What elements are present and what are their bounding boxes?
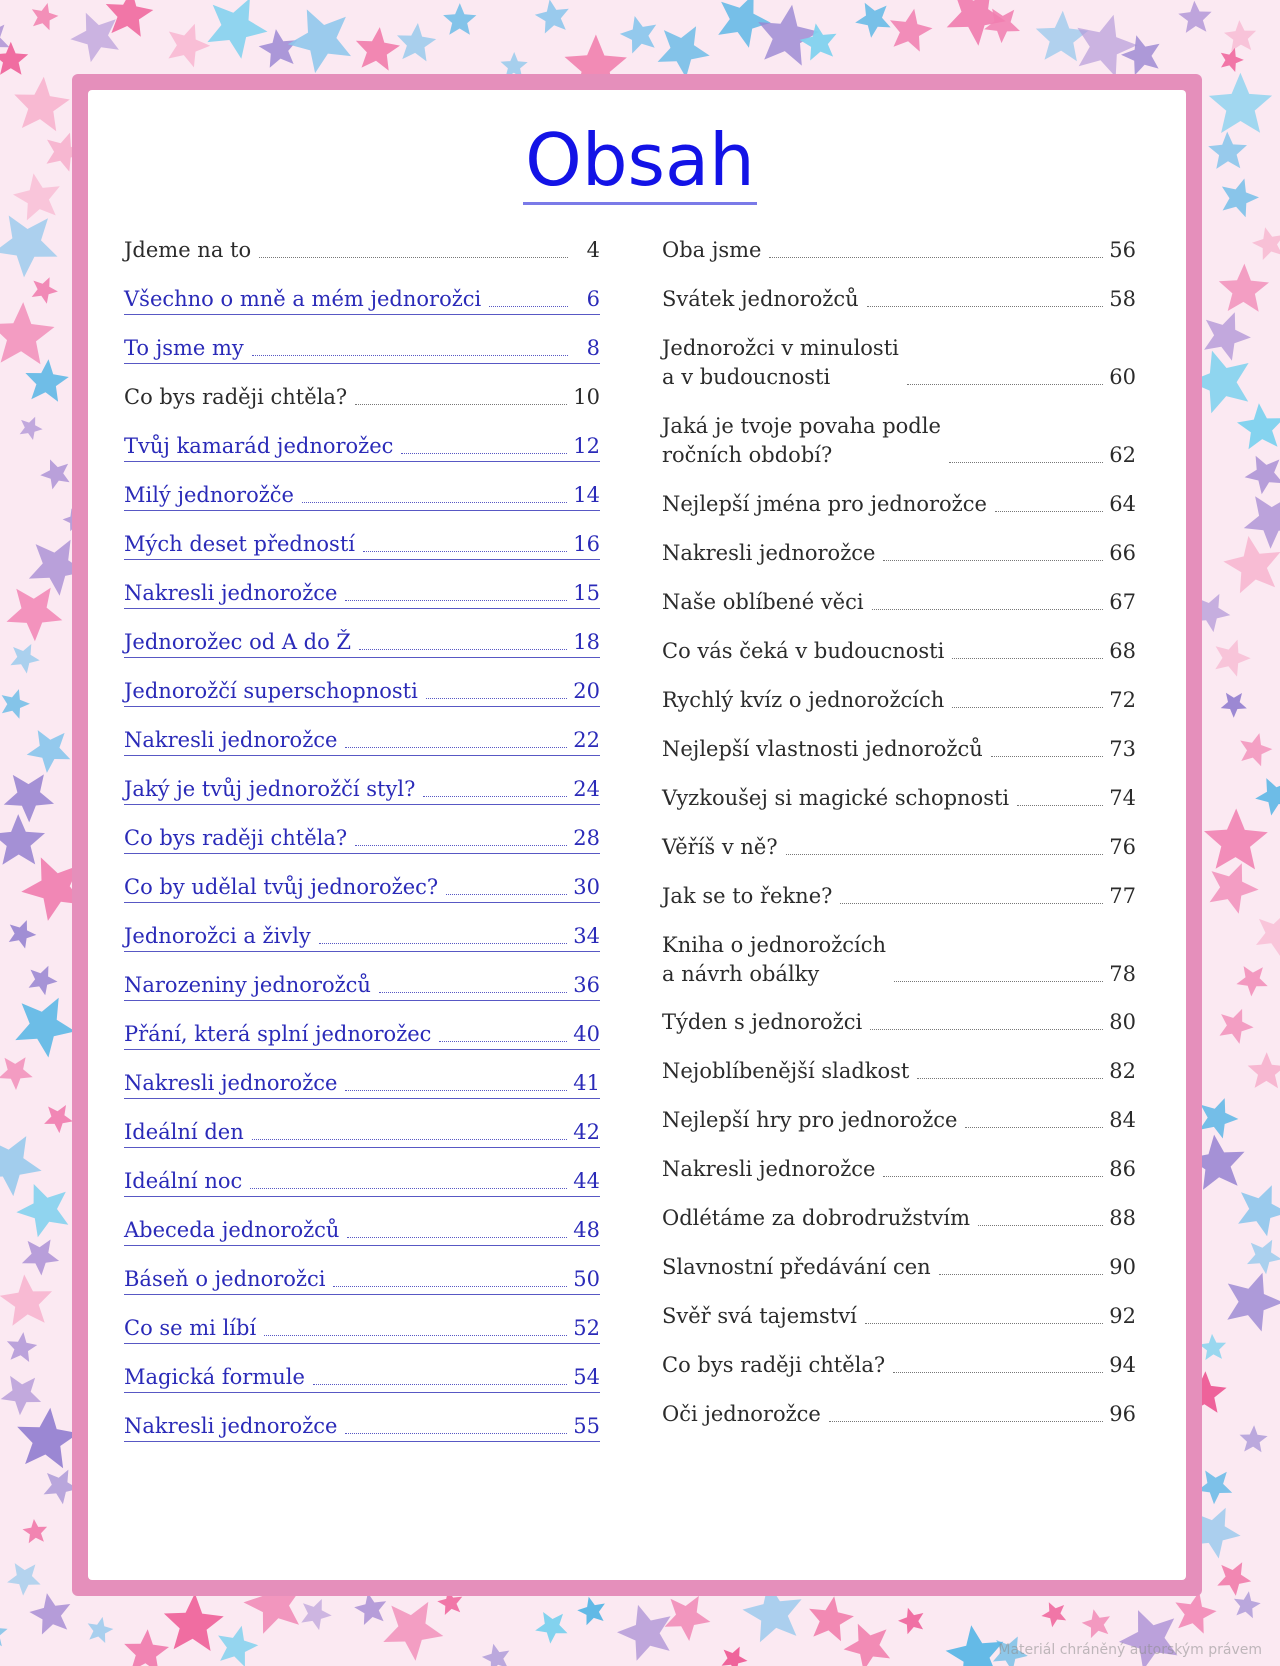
decorative-star-icon <box>1210 863 1259 914</box>
decorative-star-icon <box>0 1275 52 1326</box>
toc-entry-title: Abeceda jednorožců <box>124 1218 340 1242</box>
toc-entry <box>662 1155 1136 1184</box>
toc-entry-page-number: 62 <box>1109 442 1136 467</box>
toc-entry-title: Přání, která splní jednorožec <box>124 1022 432 1046</box>
toc-entry-page-number: 67 <box>1109 589 1136 614</box>
toc-entry-page-number: 76 <box>1109 834 1136 859</box>
decorative-star-icon <box>0 302 54 364</box>
toc-entry-title: Svátek jednorožců <box>662 287 859 311</box>
dot-leader <box>867 305 1104 307</box>
toc-entry-title: Nejlepší hry pro jednorožce <box>662 1108 958 1133</box>
toc-entry-page-number: 84 <box>1109 1108 1136 1133</box>
toc-entry-page-number: 28 <box>573 826 600 850</box>
decorative-star-icon <box>168 24 210 68</box>
toc-entry-page-number: 73 <box>1109 736 1136 761</box>
toc-entry-title: Nakresli jednorožce <box>662 1157 876 1182</box>
toc-entry[interactable] <box>124 334 600 364</box>
decorative-star-icon <box>17 1408 78 1469</box>
decorative-star-icon <box>722 1647 748 1666</box>
toc-entry-title: Magická formule <box>124 1365 305 1389</box>
toc-entry-title: Jednorožci v minulosti a v budoucnosti <box>662 336 899 389</box>
decorative-star-icon <box>1204 312 1251 360</box>
toc-entry[interactable] <box>124 1265 600 1295</box>
dot-leader <box>949 461 1103 463</box>
toc-entry-page-number: 72 <box>1109 687 1136 712</box>
toc-entry-title: Kniha o jednorožcích a návrh obálky <box>662 932 887 986</box>
dot-leader <box>769 256 1103 258</box>
toc-entry-page-number: 16 <box>573 532 600 556</box>
dot-leader <box>252 354 568 356</box>
decorative-star-icon <box>1256 914 1280 956</box>
decorative-star-icon <box>29 1593 70 1634</box>
decorative-star-icon <box>1077 15 1137 77</box>
dot-leader <box>829 1420 1103 1422</box>
toc-entry-title: Tvůj kamarád jednorožec <box>124 434 394 458</box>
toc-entry-title: Jaká je tvoje povaha podle ročních období? <box>662 413 941 467</box>
toc-entry-title: Co bys raději chtěla? <box>662 1353 886 1378</box>
dot-leader <box>965 1126 1103 1128</box>
toc-entry[interactable] <box>124 285 600 315</box>
decorative-star-icon <box>383 1602 443 1661</box>
toc-entry <box>662 1204 1136 1233</box>
dot-leader <box>872 608 1104 610</box>
toc-entry[interactable] <box>124 1118 600 1148</box>
dot-leader <box>952 706 1103 708</box>
toc-entry-title: Nakresli jednorožce <box>124 1414 338 1438</box>
dot-leader <box>250 1187 567 1189</box>
decorative-star-icon <box>88 1617 114 1643</box>
dot-leader <box>426 697 567 699</box>
toc-entry <box>662 1302 1136 1331</box>
decorative-star-icon <box>44 1105 73 1133</box>
decorative-star-icon <box>1252 227 1280 260</box>
dot-leader <box>347 1236 567 1238</box>
toc-entry-title: Odlétáme za dobrodružstvím <box>662 1206 971 1231</box>
toc-entry[interactable] <box>124 824 600 854</box>
decorative-star-icon <box>15 998 75 1058</box>
toc-entry-page-number: 80 <box>1109 1010 1136 1035</box>
toc-entry-title: Naše oblíbené věci <box>662 589 864 614</box>
toc-entry-page-number: 42 <box>573 1120 600 1144</box>
toc-entry-page-number: 48 <box>573 1218 600 1242</box>
decorative-star-icon <box>1240 733 1272 766</box>
dot-leader <box>489 305 568 307</box>
toc-entry-page-number: 12 <box>573 434 600 458</box>
toc-entry <box>662 490 1136 519</box>
decorative-star-icon <box>32 277 58 304</box>
toc-entry-title: Jednorožec od A do Ž <box>124 630 352 654</box>
decorative-star-icon <box>1217 1562 1251 1596</box>
toc-entry[interactable] <box>124 971 600 1001</box>
toc-entry-title: Věříš v ně? <box>662 834 778 859</box>
toc-entry-title: Svěř svá tajemství <box>662 1304 857 1329</box>
dot-leader <box>907 383 1103 385</box>
decorative-star-icon <box>1245 456 1280 495</box>
toc-entry-page-number: 15 <box>573 581 600 605</box>
decorative-star-icon <box>397 23 436 61</box>
dot-leader <box>264 1334 567 1336</box>
toc-entry[interactable] <box>124 1167 600 1197</box>
toc-entry-title: Nejlepší vlastnosti jednorožců <box>662 736 983 761</box>
toc-entry <box>662 784 1136 813</box>
dot-leader <box>363 550 567 552</box>
toc-entry-title: Nejoblíbenější sladkost <box>662 1059 910 1084</box>
decorative-star-icon <box>1 1376 41 1415</box>
toc-entry <box>662 735 1136 764</box>
toc-entry-title: Jdeme na to <box>124 238 252 262</box>
toc-entry[interactable] <box>124 579 600 609</box>
toc-entry-title: Jaký je tvůj jednorožčí styl? <box>124 777 416 801</box>
toc-entry-page-number: 6 <box>586 287 600 311</box>
toc-entry-page-number: 14 <box>573 483 600 507</box>
dot-leader <box>786 853 1104 855</box>
decorative-star-icon <box>25 359 68 402</box>
toc-entry-title: Nakresli jednorožce <box>124 728 338 752</box>
decorative-star-icon <box>890 9 933 52</box>
decorative-star-icon <box>1238 1185 1280 1236</box>
toc-entry-page-number: 78 <box>1109 961 1136 986</box>
decorative-star-icon <box>70 13 119 62</box>
dot-leader <box>893 1371 1103 1373</box>
toc-entry-title: Co bys raději chtěla? <box>124 385 348 409</box>
decorative-star-icon <box>354 1593 386 1625</box>
dot-leader <box>883 1175 1103 1177</box>
toc-entry-page-number: 68 <box>1109 638 1136 663</box>
decorative-star-icon <box>1215 640 1250 677</box>
decorative-star-icon <box>1248 1052 1280 1088</box>
toc-entry[interactable] <box>124 530 600 560</box>
toc-entry-page-number: 8 <box>586 336 600 360</box>
toc-entry-page-number: 96 <box>1109 1402 1136 1427</box>
toc-entry-page-number: 10 <box>573 385 600 409</box>
decorative-star-icon <box>898 1608 923 1635</box>
dot-leader <box>379 991 567 993</box>
decorative-star-icon <box>32 3 59 30</box>
decorative-star-icon <box>2 689 30 719</box>
toc-entry-title: Jednorožci a živly <box>124 924 311 948</box>
dot-leader <box>355 403 567 405</box>
toc-entry-page-number: 54 <box>573 1365 600 1389</box>
toc-entry-title: Oči jednorožce <box>662 1402 821 1427</box>
decorative-star-icon <box>7 1563 41 1596</box>
toc-entry-page-number: 88 <box>1109 1206 1136 1231</box>
toc-entry-title: Nakresli jednorožce <box>662 540 876 565</box>
toc-entry-title: Milý jednorožče <box>124 483 294 507</box>
toc-entry-page-number: 64 <box>1109 491 1136 516</box>
decorative-star-icon <box>1221 48 1244 72</box>
decorative-star-icon <box>1197 1471 1232 1505</box>
dot-leader <box>259 256 568 258</box>
decorative-star-icon <box>535 1612 567 1644</box>
decorative-star-icon <box>0 814 45 865</box>
decorative-star-icon <box>0 216 57 278</box>
toc-entry[interactable] <box>124 726 600 756</box>
toc-entry-title: Mých deset předností <box>124 532 355 556</box>
toc-entry <box>662 882 1136 911</box>
decorative-star-icon <box>844 1624 891 1666</box>
decorative-star-icon <box>40 459 69 489</box>
decorative-star-icon <box>7 588 63 642</box>
decorative-star-icon <box>124 1629 169 1666</box>
decorative-star-icon <box>9 920 37 948</box>
dot-leader <box>978 1224 1103 1226</box>
dot-leader <box>1017 804 1103 806</box>
toc-entry <box>662 412 1136 470</box>
dot-leader <box>840 902 1103 904</box>
toc-entry-title: Narozeniny jednorožců <box>124 973 371 997</box>
decorative-star-icon <box>1041 1602 1066 1627</box>
dot-leader <box>359 648 567 650</box>
dot-leader <box>333 1285 567 1287</box>
toc-entry-page-number: 36 <box>573 973 600 997</box>
decorative-star-icon <box>443 3 476 35</box>
toc-entry[interactable] <box>124 677 600 707</box>
toc-entry-page-number: 50 <box>573 1267 600 1291</box>
decorative-star-icon <box>1200 1098 1239 1138</box>
toc-entry-page-number: 90 <box>1109 1255 1136 1280</box>
toc-entry-title: Nakresli jednorožce <box>124 1071 338 1095</box>
decorative-star-icon <box>620 16 656 54</box>
decorative-star-icon <box>106 0 154 37</box>
decorative-star-icon <box>207 0 267 59</box>
toc-entry <box>662 1008 1136 1037</box>
decorative-star-icon <box>164 1593 224 1651</box>
dot-leader <box>939 1273 1104 1275</box>
toc-entry <box>662 1057 1136 1086</box>
decorative-star-icon <box>1220 1009 1254 1044</box>
copyright-watermark: Materiál chráněný autorským právem <box>998 1642 1262 1658</box>
toc-entry-title: Všechno o mně a mém jednorožci <box>124 287 482 311</box>
toc-entry[interactable] <box>124 1216 600 1246</box>
toc-entry-page-number: 86 <box>1109 1157 1136 1182</box>
toc-entry <box>662 539 1136 568</box>
decorative-star-icon <box>356 27 400 71</box>
page-title: Obsah <box>0 118 1280 202</box>
toc-entry-page-number: 66 <box>1109 540 1136 565</box>
toc-entry-page-number: 58 <box>1109 287 1136 311</box>
toc-entry <box>662 1351 1136 1380</box>
toc-entry[interactable] <box>124 432 600 462</box>
toc-entry-page-number: 74 <box>1109 785 1136 810</box>
toc-entry-page-number: 24 <box>573 777 600 801</box>
decorative-star-icon <box>10 644 39 674</box>
dot-leader <box>917 1077 1103 1079</box>
decorative-star-icon <box>1240 1425 1268 1452</box>
decorative-star-icon <box>1178 1 1211 33</box>
decorative-star-icon <box>1204 809 1268 870</box>
decorative-star-icon <box>1224 20 1256 51</box>
toc-entry[interactable] <box>124 628 600 658</box>
toc-entry-title: Slavnostní předávání cen <box>662 1255 931 1280</box>
decorative-star-icon <box>288 9 351 73</box>
decorative-star-icon <box>259 29 298 68</box>
decorative-star-icon <box>1247 1240 1280 1275</box>
toc-entry-page-number: 92 <box>1109 1304 1136 1329</box>
decorative-star-icon <box>658 26 710 77</box>
toc-entry[interactable] <box>124 922 600 952</box>
decorative-star-icon <box>1255 778 1280 815</box>
toc-entry <box>662 931 1136 989</box>
dot-leader <box>319 942 567 944</box>
toc-entry <box>662 686 1136 715</box>
toc-entry[interactable] <box>124 1363 600 1393</box>
decorative-star-icon <box>1237 403 1280 449</box>
dot-leader <box>252 1138 568 1140</box>
toc-entry[interactable] <box>124 1069 600 1099</box>
decorative-star-icon <box>855 3 890 38</box>
dot-leader <box>865 1322 1103 1324</box>
toc-entry-page-number: 18 <box>573 630 600 654</box>
decorative-star-icon <box>23 1519 48 1543</box>
toc-entry-page-number: 22 <box>573 728 600 752</box>
dot-leader <box>345 746 567 748</box>
toc-entry-title: Co by udělal tvůj jednorožec? <box>124 875 439 899</box>
toc-entry[interactable] <box>124 481 600 511</box>
decorative-star-icon <box>27 730 71 773</box>
toc-entry-title: Co vás čeká v budoucnosti <box>662 638 945 663</box>
dot-leader <box>345 1089 567 1091</box>
decorative-star-icon <box>1175 1592 1216 1634</box>
decorative-star-icon <box>29 966 58 995</box>
decorative-star-icon <box>1234 1591 1261 1618</box>
toc-entry <box>124 236 600 265</box>
toc-entry <box>662 1400 1136 1429</box>
decorative-star-icon <box>0 1057 33 1090</box>
toc-entry <box>662 637 1136 666</box>
dot-leader <box>423 795 567 797</box>
toc-entry-title: Báseň o jednorožci <box>124 1267 326 1291</box>
toc-entry-page-number: 56 <box>1109 238 1136 262</box>
toc-entry <box>662 833 1136 862</box>
decorative-star-icon <box>1036 11 1088 62</box>
toc-entry <box>662 285 1136 314</box>
dot-leader <box>355 844 567 846</box>
decorative-star-icon <box>1236 966 1267 996</box>
dot-leader <box>446 893 567 895</box>
toc-entry[interactable] <box>124 1020 600 1050</box>
toc-entry-title: Týden s jednorožci <box>662 1010 863 1035</box>
toc-entry-title: Jak se to řekne? <box>662 883 833 908</box>
decorative-star-icon <box>1199 1334 1226 1360</box>
toc-entry-page-number: 94 <box>1109 1353 1136 1378</box>
toc-entry-title: Nakresli jednorožce <box>124 581 338 605</box>
toc-entry-title: Ideální den <box>124 1120 244 1144</box>
decorative-star-icon <box>482 1644 509 1666</box>
dot-leader <box>439 1040 567 1042</box>
toc-entry-title: Oba jsme <box>662 238 762 262</box>
toc-entry-page-number: 77 <box>1109 883 1136 908</box>
dot-leader <box>401 452 567 454</box>
toc-entry-page-number: 52 <box>573 1316 600 1340</box>
toc-entry <box>662 1106 1136 1135</box>
decorative-star-icon <box>535 0 569 33</box>
toc-entry-page-number: 40 <box>573 1022 600 1046</box>
toc-entry[interactable] <box>124 1314 600 1344</box>
decorative-star-icon <box>20 417 43 440</box>
decorative-star-icon <box>16 1184 68 1237</box>
toc-entry-title: Vyzkoušej si magické schopnosti <box>662 785 1010 810</box>
toc-entry-page-number: 41 <box>573 1071 600 1095</box>
decorative-star-icon <box>7 1332 37 1362</box>
dot-leader <box>870 1028 1103 1030</box>
toc-entry[interactable] <box>124 775 600 805</box>
toc-entry-title: Co bys raději chtěla? <box>124 826 348 850</box>
decorative-star-icon <box>301 1599 331 1630</box>
dot-leader <box>345 599 567 601</box>
decorative-star-icon <box>22 1240 59 1276</box>
dot-leader <box>345 1432 567 1434</box>
toc-entry-page-number: 30 <box>573 875 600 899</box>
decorative-star-icon <box>0 1618 8 1646</box>
toc-entry-title: Jednorožčí superschopnosti <box>124 679 418 703</box>
decorative-star-icon <box>577 1597 605 1625</box>
decorative-star-icon <box>617 1605 671 1661</box>
decorative-star-icon <box>218 1626 258 1666</box>
toc-entry <box>662 236 1136 265</box>
decorative-star-icon <box>665 1596 711 1641</box>
dot-leader <box>991 755 1104 757</box>
toc-entry <box>662 588 1136 617</box>
toc-entry-page-number: 44 <box>573 1169 600 1193</box>
toc-entry-title: Rychlý kvíz o jednorožcích <box>662 687 945 712</box>
dot-leader <box>995 510 1103 512</box>
dot-leader <box>952 657 1103 659</box>
toc-entry-page-number: 55 <box>573 1414 600 1438</box>
decorative-star-icon <box>758 5 819 66</box>
toc-entry[interactable] <box>124 873 600 903</box>
decorative-star-icon <box>809 1596 854 1641</box>
toc-entry <box>662 1253 1136 1282</box>
dot-leader <box>313 1383 567 1385</box>
toc-entry-page-number: 34 <box>573 924 600 948</box>
toc-entry <box>662 334 1136 392</box>
toc-entry-title: Nejlepší jména pro jednorožce <box>662 491 987 516</box>
toc-entry[interactable] <box>124 1412 600 1442</box>
toc-entry-page-number: 60 <box>1109 365 1136 389</box>
toc-entry-page-number: 4 <box>586 238 600 262</box>
toc-entry-page-number: 82 <box>1109 1059 1136 1084</box>
toc-entry <box>124 383 600 412</box>
dot-leader <box>883 559 1103 561</box>
toc-entry-title: To jsme my <box>124 336 244 360</box>
decorative-star-icon <box>1082 1609 1110 1638</box>
dot-leader <box>894 980 1103 982</box>
toc-entry-page-number: 20 <box>573 679 600 703</box>
toc-entry-title: Co se mi líbí <box>124 1316 257 1340</box>
decorative-star-icon <box>4 774 54 822</box>
dot-leader <box>302 501 567 503</box>
decorative-star-icon <box>1219 264 1269 312</box>
decorative-star-icon <box>1221 693 1247 718</box>
decorative-star-icon <box>1227 1273 1280 1332</box>
toc-entry-title: Ideální noc <box>124 1169 243 1193</box>
